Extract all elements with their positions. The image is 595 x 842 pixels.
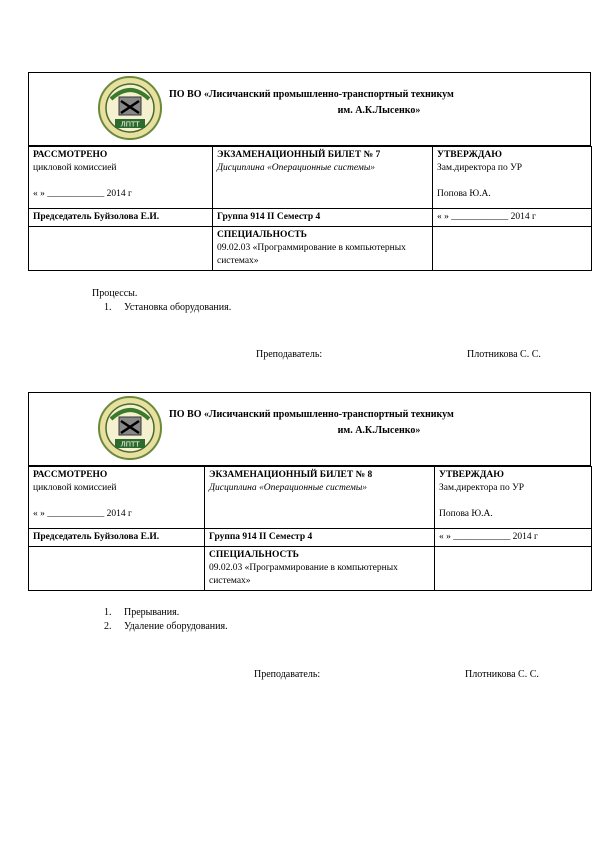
approved-title: УТВЕРЖДАЮ bbox=[437, 150, 502, 160]
teacher-label: Преподаватель: bbox=[256, 349, 323, 360]
ticket-title-cell bbox=[205, 467, 435, 529]
discipline: Дисциплина «Операционные системы» bbox=[209, 483, 368, 493]
teacher-label: Преподаватель: bbox=[254, 669, 321, 680]
specialty-value: 09.02.03 «Программирование в компьютерных системах» bbox=[217, 243, 406, 266]
empty-cell bbox=[29, 227, 213, 271]
logo-text: ЛПТТ bbox=[120, 440, 140, 449]
college-logo-icon bbox=[97, 75, 163, 141]
approved-name: Попова Ю.А. bbox=[439, 509, 493, 519]
question-item: 1. Прерывания. bbox=[104, 607, 180, 618]
question-item: 1. Установка оборудования. bbox=[104, 302, 232, 313]
ticket-7-questions bbox=[104, 301, 404, 315]
specialty-value: 09.02.03 «Программирование в компьютерных системах» bbox=[209, 563, 398, 586]
org-line-2: им. А.К.Лысенко» bbox=[337, 425, 421, 436]
specialty-cell bbox=[205, 547, 435, 591]
exam-ticket-8 bbox=[28, 392, 591, 591]
ticket-title: ЭКЗАМЕНАЦИОННЫЙ БИЛЕТ № 8 bbox=[209, 470, 373, 480]
approved-name: Попова Ю.А. bbox=[437, 189, 491, 199]
approved-title: УТВЕРЖДАЮ bbox=[439, 470, 504, 480]
ticket-header bbox=[28, 392, 591, 466]
ticket-8-questions bbox=[104, 606, 404, 634]
reviewed-title: РАССМОТРЕНО bbox=[33, 150, 108, 160]
approved-position: Зам.директора по УР bbox=[437, 163, 523, 173]
specialty-title: СПЕЦИАЛЬНОСТЬ bbox=[217, 230, 307, 240]
empty-cell bbox=[29, 547, 205, 591]
teacher-name: Плотникова С. С. bbox=[467, 349, 541, 360]
organization-name bbox=[169, 407, 589, 439]
ticket-title-cell bbox=[213, 147, 433, 209]
empty-cell bbox=[433, 227, 592, 271]
reviewed-cell bbox=[29, 147, 213, 209]
group-semester: Группа 914 II Семестр 4 bbox=[213, 209, 433, 227]
ticket-header bbox=[28, 72, 591, 146]
org-line-2: им. А.К.Лысенко» bbox=[337, 105, 421, 116]
org-line-1: ПО ВО «Лисичанский промышленно-транспортный техникум bbox=[169, 89, 454, 100]
reviewed-date: « » ____________ 2014 г bbox=[33, 509, 132, 519]
reviewed-by: цикловой комиссией bbox=[33, 483, 117, 493]
reviewed-date: « » ____________ 2014 г bbox=[33, 189, 132, 199]
commission-chair: Председатель Буйзолова Е.И. bbox=[29, 209, 213, 227]
approved-date: « » ____________ 2014 г bbox=[433, 209, 592, 227]
teacher-name: Плотникова С. С. bbox=[465, 669, 539, 680]
org-line-1: ПО ВО «Лисичанский промышленно-транспортный техникум bbox=[169, 409, 454, 420]
exam-ticket-7 bbox=[28, 72, 591, 271]
college-logo-icon bbox=[97, 395, 163, 461]
ticket-7-intro: Процессы. bbox=[92, 288, 138, 299]
reviewed-cell bbox=[29, 467, 205, 529]
ticket-title: ЭКЗАМЕНАЦИОННЫЙ БИЛЕТ № 7 bbox=[217, 150, 381, 160]
specialty-cell bbox=[213, 227, 433, 271]
group-semester: Группа 914 II Семестр 4 bbox=[205, 529, 435, 547]
organization-name bbox=[169, 87, 589, 119]
commission-chair: Председатель Буйзолова Е.И. bbox=[29, 529, 205, 547]
ticket-info-table bbox=[28, 146, 592, 271]
reviewed-title: РАССМОТРЕНО bbox=[33, 470, 108, 480]
approved-cell bbox=[435, 467, 592, 529]
discipline: Дисциплина «Операционные системы» bbox=[217, 163, 376, 173]
reviewed-by: цикловой комиссией bbox=[33, 163, 117, 173]
question-item: 2. Удаление оборудования. bbox=[104, 621, 228, 632]
specialty-title: СПЕЦИАЛЬНОСТЬ bbox=[209, 550, 299, 560]
approved-date: « » ____________ 2014 г bbox=[435, 529, 592, 547]
approved-position: Зам.директора по УР bbox=[439, 483, 525, 493]
empty-cell bbox=[435, 547, 592, 591]
logo-text: ЛПТТ bbox=[120, 120, 140, 129]
approved-cell bbox=[433, 147, 592, 209]
ticket-info-table bbox=[28, 466, 592, 591]
